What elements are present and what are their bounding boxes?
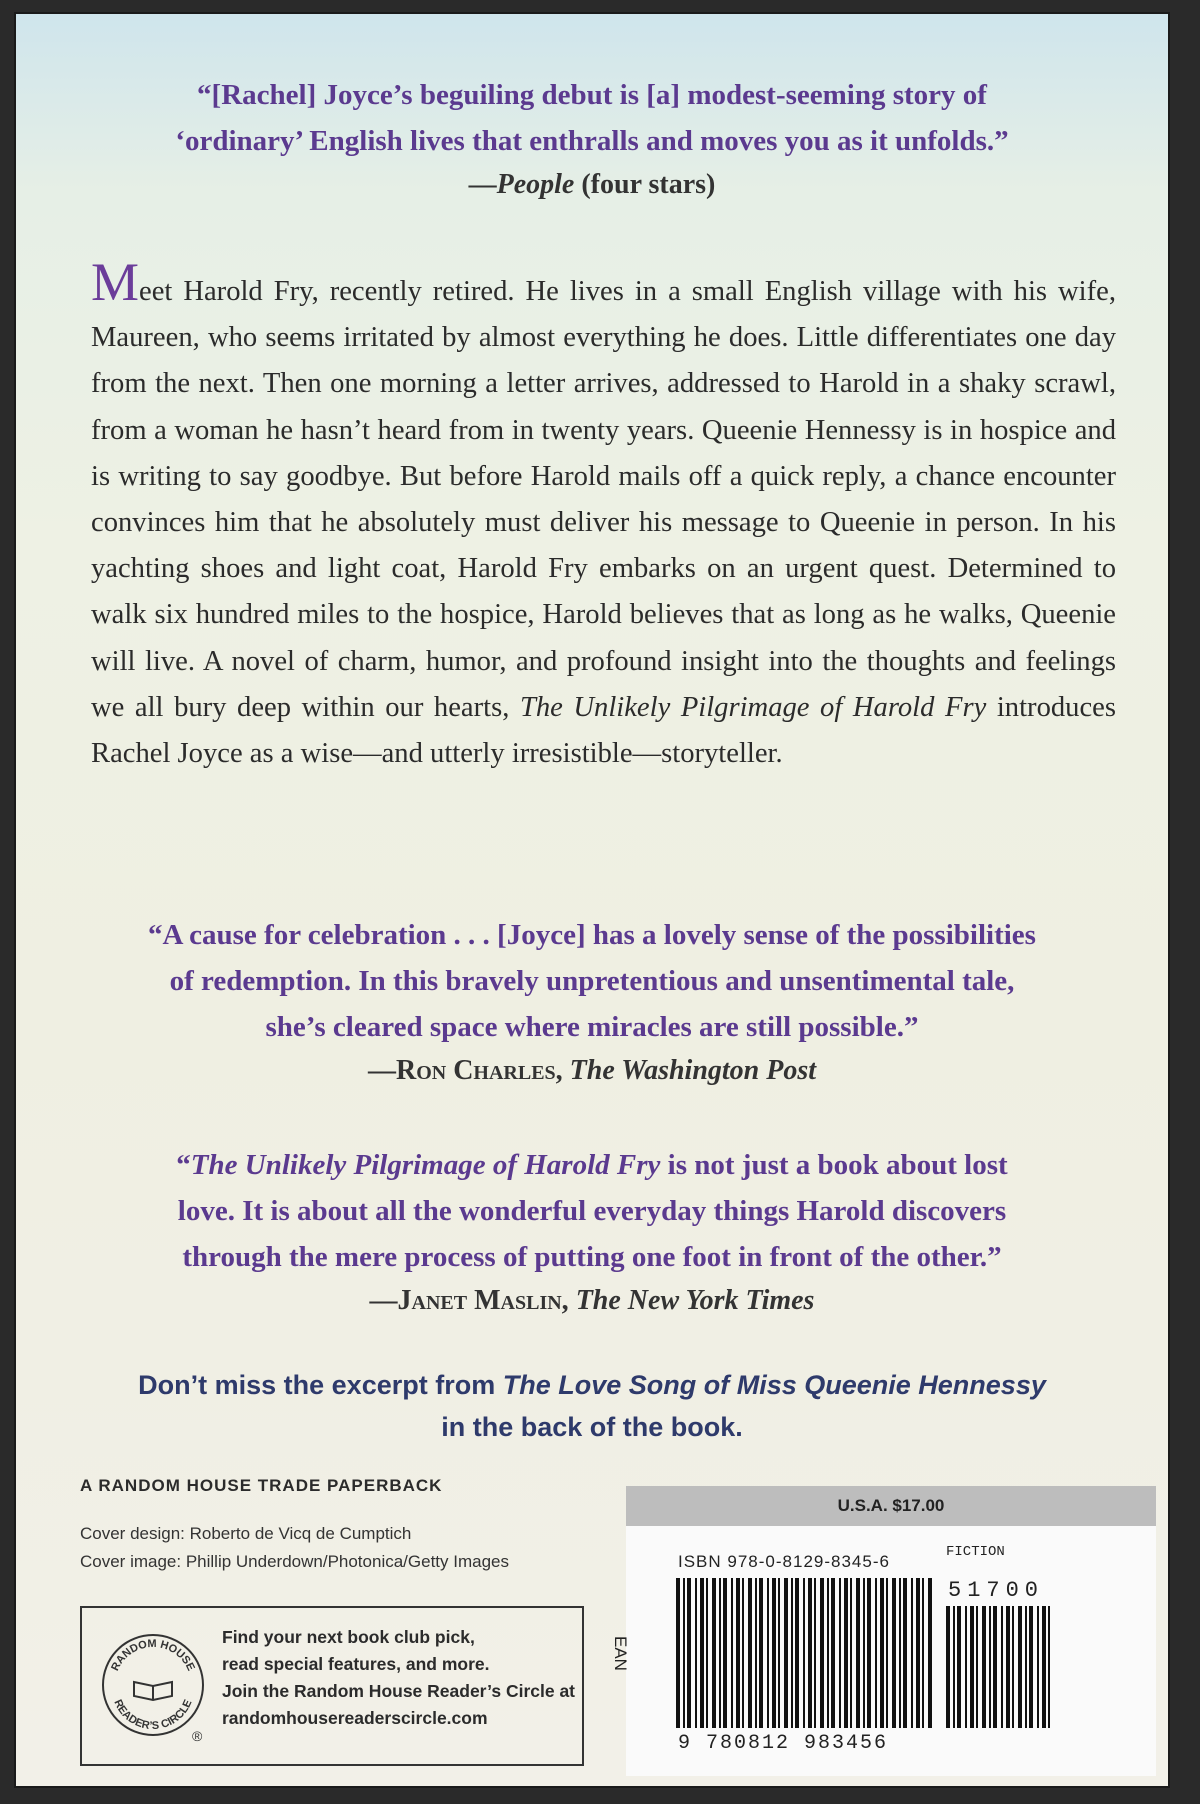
- barcode-bar: [700, 1578, 704, 1728]
- category-label: FICTION: [946, 1544, 1005, 1560]
- barcode-bar: [712, 1578, 716, 1728]
- description-text-end: introduces Rachel Joyce as a wise—and utterly irresistible—storyteller.: [91, 691, 1116, 770]
- description-book-title: The Unlikely Pilgrimage of Harold Fry: [519, 691, 987, 723]
- quote-open-mark: “: [176, 1149, 191, 1181]
- club-line-1: Find your next book club pick,: [222, 1627, 475, 1647]
- barcode-bar: [1037, 1606, 1039, 1728]
- barcode-bar: [911, 1578, 913, 1728]
- ean-barcode: [676, 1578, 938, 1728]
- review-quote-people: [56, 72, 1128, 206]
- barcode-bar: [683, 1578, 685, 1728]
- barcode-bar: [856, 1578, 860, 1728]
- barcode-bar: [970, 1606, 974, 1728]
- barcode-bar: [1018, 1606, 1022, 1728]
- barcode-bar: [957, 1606, 961, 1728]
- excerpt-suffix: in the back of the book.: [441, 1412, 743, 1442]
- barcode-bar: [1012, 1606, 1014, 1728]
- logo-bottom-text: READER’S CIRCLE: [111, 1697, 195, 1733]
- price-code: 51700: [948, 1578, 1045, 1603]
- cover-image-credit: Cover image: Phillip Underdown/Photonica/Getty Images: [80, 1552, 509, 1571]
- barcode-bar: [928, 1578, 932, 1728]
- barcode-bar: [784, 1578, 788, 1728]
- registered-mark: ®: [192, 1728, 203, 1744]
- price-addon-barcode: [946, 1606, 1056, 1728]
- barcode-bar: [676, 1578, 680, 1728]
- barcode-bar: [742, 1578, 744, 1728]
- barcode-bar: [886, 1578, 888, 1728]
- book-description: [91, 252, 1116, 777]
- barcode-bar: [1001, 1606, 1003, 1728]
- description-text: eet Harold Fry, recently retired. He lives in a small English village with his wife, Maureen, who seems irritated by almost everything he does. Little differentiates one day from the next. Then one morning a letter arrives, addressed to Harold in a shaky scrawl, from a woman he hasn’t heard from in twenty years. Queenie Hennessy is in hospice and is writing to say goodbye. But before Harold mails off a quick reply, a chance encounter convinces him that he absolutely must deliver his message to Queenie in person. In his yachting shoes and light coat, Harold Fry embarks on an urgent quest. Determined to walk six hundred miles to the hospice, Harold believes that as long as he walks, Queenie will live. A novel of charm, humor, and profound insight into the thoughts and feelings we all bury deep within our hearts,: [91, 276, 1116, 723]
- barcode-bar: [795, 1578, 799, 1728]
- barcode-bar: [1029, 1606, 1033, 1728]
- barcode-bar: [778, 1578, 780, 1728]
- quote-author: Ron Charles,: [395, 1055, 563, 1086]
- barcode-bar: [916, 1578, 920, 1728]
- barcode-bar: [1042, 1606, 1046, 1728]
- club-line-3: Join the Random House Reader’s Circle at: [222, 1681, 576, 1701]
- cover-design-credit: Cover design: Roberto de Vicq de Cumptich: [80, 1524, 412, 1543]
- barcode-bar: [1006, 1606, 1010, 1728]
- drop-cap: M: [91, 252, 140, 312]
- quote-text-wrapper: [56, 1142, 1128, 1280]
- price-label: U.S.A. $17.00: [626, 1486, 1156, 1526]
- quote-publication: The Washington Post: [569, 1055, 817, 1086]
- excerpt-prefix: Don’t miss the excerpt from: [138, 1370, 496, 1400]
- barcode-bar: [827, 1578, 829, 1728]
- quote-attribution: —Janet Maslin, The New York Times: [369, 1285, 815, 1316]
- quote-text: “[Rachel] Joyce’s beguiling debut is [a] modest-seeming story of ‘ordinary’ English lives that enthralls and moves you as it unfolds.”: [175, 79, 1009, 157]
- quote-source: People: [496, 169, 575, 200]
- barcode-bar: [946, 1606, 950, 1728]
- barcode-bar: [875, 1578, 877, 1728]
- barcode-bar: [831, 1578, 835, 1728]
- barcode-bar: [982, 1606, 986, 1728]
- barcode-bar: [808, 1578, 812, 1728]
- barcode-bar: [731, 1578, 733, 1728]
- excerpt-book-title: The Love Song of Miss Queenie Hennessy: [502, 1370, 1046, 1400]
- barcode-bar: [772, 1578, 776, 1728]
- review-quote-washington-post: [56, 912, 1128, 1092]
- readers-circle-text: [222, 1624, 575, 1732]
- barcode-bar: [723, 1578, 727, 1728]
- barcode-bar: [953, 1606, 955, 1728]
- barcode-bar: [976, 1606, 978, 1728]
- excerpt-notice: [56, 1364, 1128, 1448]
- imprint-line: A RANDOM HOUSE TRADE PAPERBACK: [80, 1476, 443, 1495]
- barcode-bar: [748, 1578, 752, 1728]
- ean-label: EAN: [611, 1636, 630, 1671]
- barcode-bar: [755, 1578, 757, 1728]
- barcode-bar: [993, 1606, 997, 1728]
- barcode-bar: [736, 1578, 740, 1728]
- book-back-cover: [16, 14, 1168, 1786]
- club-line-4: randomhousereaderscircle.com: [222, 1708, 488, 1728]
- barcode-bar: [922, 1578, 924, 1728]
- readers-circle-box: [80, 1606, 584, 1766]
- quote-author: Janet Maslin,: [397, 1285, 569, 1316]
- review-quote-new-york-times: [56, 1142, 1128, 1322]
- barcode-bar: [892, 1578, 896, 1728]
- barcode-bar: [706, 1578, 708, 1728]
- barcode-bar: [719, 1578, 721, 1728]
- barcode-bar: [965, 1606, 967, 1728]
- quote-text: “A cause for celebration . . . [Joyce] has a lovely sense of the possibilities of redemption. In this bravely unpretentious and unsentimental tale, she’s cleared space where miracles are still possible.”: [148, 919, 1036, 1043]
- barcode-bar: [899, 1578, 901, 1728]
- barcode-bar: [1048, 1606, 1050, 1728]
- quote-source-note: (four stars): [581, 169, 716, 200]
- barcode-bar: [791, 1578, 793, 1728]
- barcode-bar: [839, 1578, 841, 1728]
- barcode-bar: [803, 1578, 805, 1728]
- barcode-bar: [989, 1606, 991, 1728]
- barcode-bar: [844, 1578, 848, 1728]
- quote-text: is not just a book about lost love. It is about all the wonderful everyday things Harold discovers through the mere process of putting one foot in front of the other.”: [177, 1149, 1008, 1273]
- isbn-number: ISBN 978-0-8129-8345-6: [678, 1552, 890, 1571]
- barcode-digits: 9 780812 983456: [678, 1732, 889, 1755]
- barcode-bar: [759, 1578, 763, 1728]
- barcode-bar: [880, 1578, 884, 1728]
- barcode-bar: [820, 1578, 824, 1728]
- barcode-bar: [767, 1578, 769, 1728]
- barcode-bar: [1025, 1606, 1027, 1728]
- quote-attribution: —Ron Charles, The Washington Post: [367, 1055, 817, 1086]
- barcode-bar: [814, 1578, 816, 1728]
- barcode-bar: [695, 1578, 697, 1728]
- club-line-2: read special features, and more.: [222, 1654, 490, 1674]
- barcode-bar: [850, 1578, 852, 1728]
- price-barcode-panel: [611, 1486, 1156, 1776]
- barcode-bar: [903, 1578, 907, 1728]
- barcode-bar: [867, 1578, 871, 1728]
- quote-book-title: The Unlikely Pilgrimage of Harold Fry: [190, 1149, 661, 1181]
- quote-publication: The New York Times: [575, 1285, 815, 1316]
- open-book-icon: [134, 1682, 172, 1700]
- barcode-bar: [863, 1578, 865, 1728]
- logo-top-text: RANDOM HOUSE: [109, 1637, 197, 1673]
- quote-attribution: —People (four stars): [468, 169, 716, 200]
- barcode-bar: [687, 1578, 691, 1728]
- readers-circle-logo: [98, 1630, 208, 1740]
